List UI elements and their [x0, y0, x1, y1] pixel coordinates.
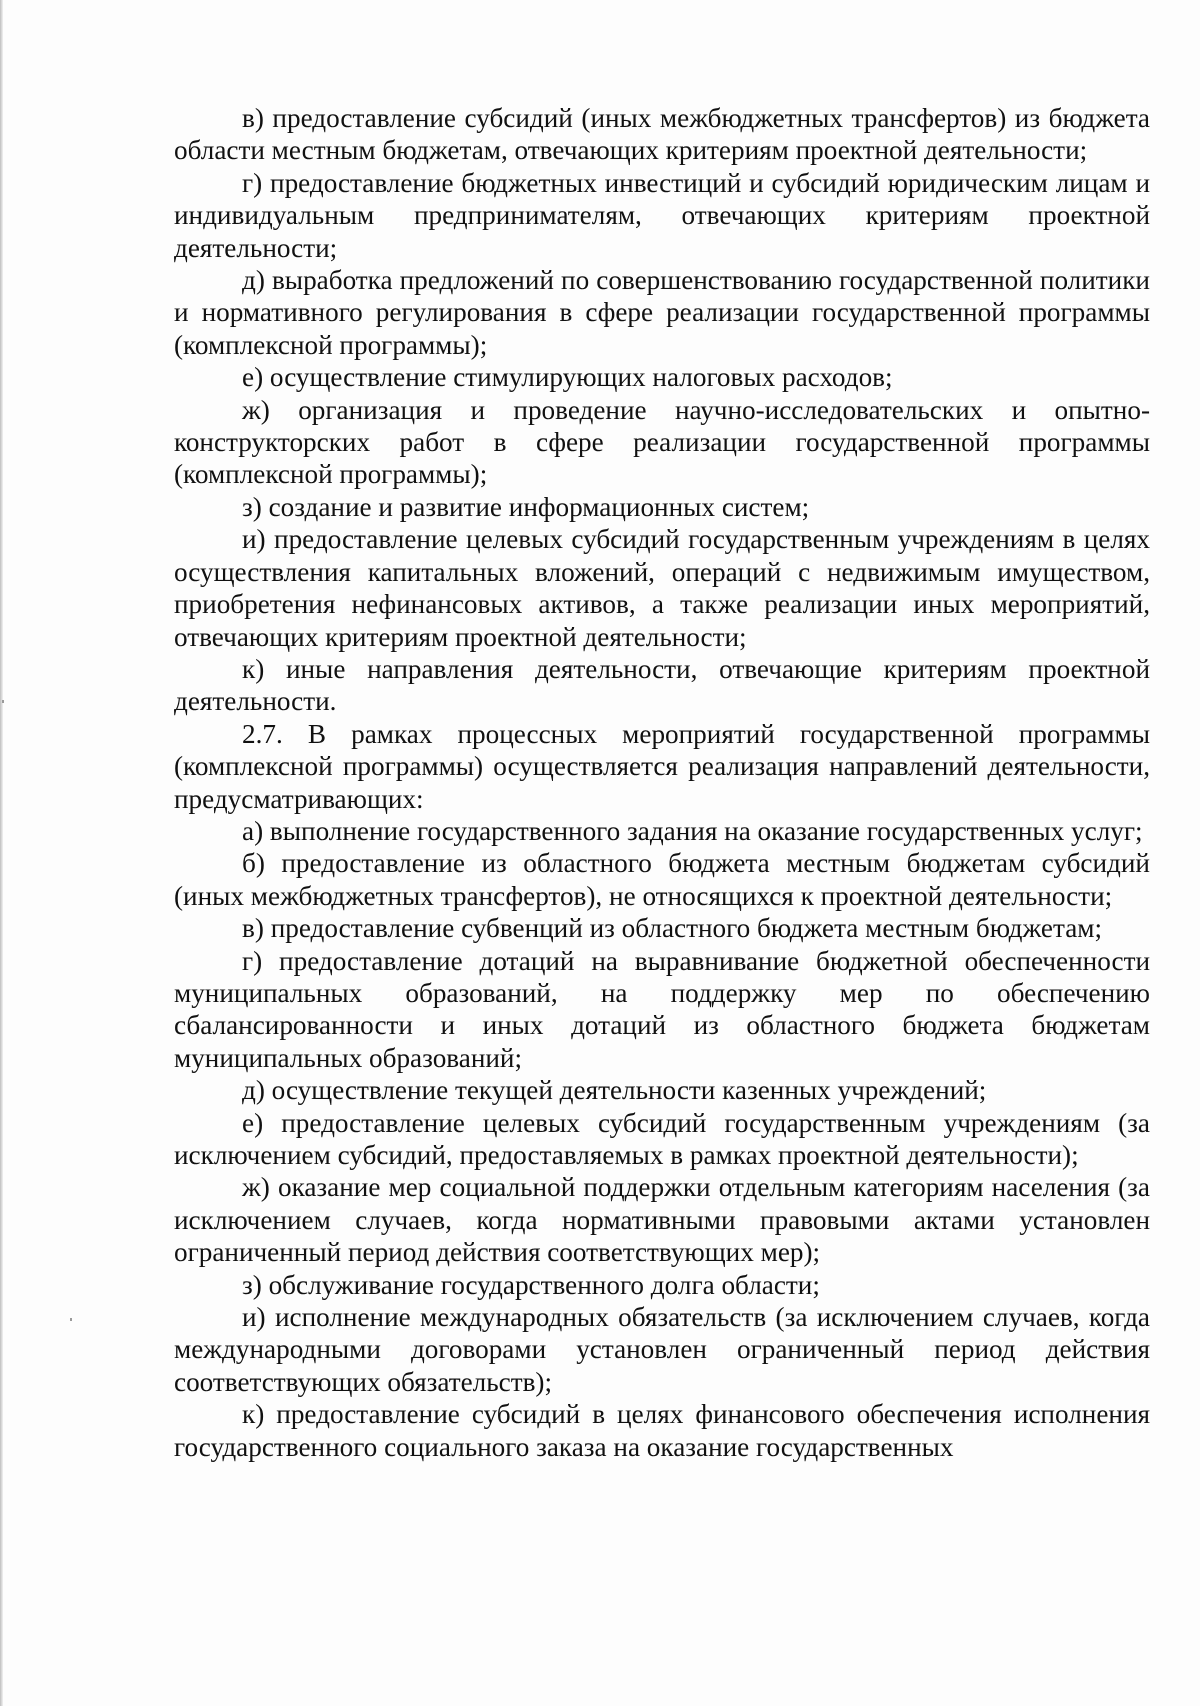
scan-left-edge: [0, 0, 3, 1706]
document-body: [174, 102, 1150, 1463]
scan-speck: [2, 700, 4, 703]
paragraph-k-social-order: к) предоставление субсидий в целях финансового обеспечения исполнения государственного социального заказа на оказание государственных: [174, 1399, 1150, 1462]
paragraph-k-other-activities: к) иные направления деятельности, отвечающие критериям проектной деятельности.: [174, 653, 1150, 717]
paragraph-zh-social-support: ж) оказание мер социальной поддержки отдельным категориям населения (за исключением случаев, когда нормативными правовыми актами установлен ограниченный период действия соответствующих мер);: [174, 1172, 1150, 1268]
paragraph-i-target-subsidies: и) предоставление целевых субсидий государственным учреждениям в целях осуществления капитальных вложений, операций с недвижимым имуществом, приобретения нефинансовых активов, а также реализации иных мероприятий, отвечающих критериям проектной деятельности;: [174, 524, 1150, 652]
paragraph-g-subsidies-equalization: г) предоставление дотаций на выравнивание бюджетной обеспеченности муниципальных образований, на поддержку мер по обеспечению сбалансированности и иных дотаций из областного бюджета бюджетам муниципальных образований;: [174, 945, 1150, 1073]
paragraph-d-proposals: д) выработка предложений по совершенствованию государственной политики и нормативного регулирования в сфере реализации государственной программы (комплексной программы);: [174, 265, 1150, 360]
paragraph-g-investments: г) предоставление бюджетных инвестиций и субсидий юридическим лицам и индивидуальным предпринимателям, отвечающих критериям проектной деятельности;: [174, 167, 1150, 263]
paragraph-2-7-process-activities: 2.7. В рамках процессных мероприятий государственной программы (комплексной программы) осуществляется реализация направлений деятельности, предусматривающих:: [174, 718, 1150, 814]
paragraph-d-state-institutions: д) осуществление текущей деятельности казенных учреждений;: [242, 1075, 987, 1106]
paragraph-zh-research: ж) организация и проведение научно-исследовательских и опытно-конструкторских работ в сфере реализации государственной программы (комплексной программы);: [174, 394, 1150, 490]
paragraph-b-local-subsidies: б) предоставление из областного бюджета местным бюджетам субсидий (иных межбюджетных трансфертов), не относящихся к проектной деятельности;: [174, 848, 1150, 911]
paragraph-z-state-debt: з) обслуживание государственного долга области;: [242, 1269, 820, 1300]
paragraph-e-tax-expenses: е) осуществление стимулирующих налоговых расходов;: [242, 362, 893, 393]
paragraph-v-subventions: в) предоставление субвенций из областного бюджета местным бюджетам;: [242, 913, 1103, 944]
paragraph-e-target-subsidies: е) предоставление целевых субсидий государственным учреждениям (за исключением субсидий, предоставляемых в рамках проектной деятельности);: [174, 1107, 1150, 1170]
paragraph-v-subsidies: в) предоставление субсидий (иных межбюджетных трансфертов) из бюджета области местным бюджетам, отвечающих критериям проектной деятельности;: [174, 103, 1150, 166]
paragraph-a-state-task: а) выполнение государственного задания на оказание государственных услуг;: [242, 815, 1143, 846]
scan-speck: [70, 1318, 72, 1321]
paragraph-z-information-systems: з) создание и развитие информационных систем;: [242, 491, 810, 522]
paragraph-i-international-obligations: и) исполнение международных обязательств (за исключением случаев, когда международными договорами установлен ограниченный период действия соответствующих обязательств);: [174, 1302, 1150, 1397]
